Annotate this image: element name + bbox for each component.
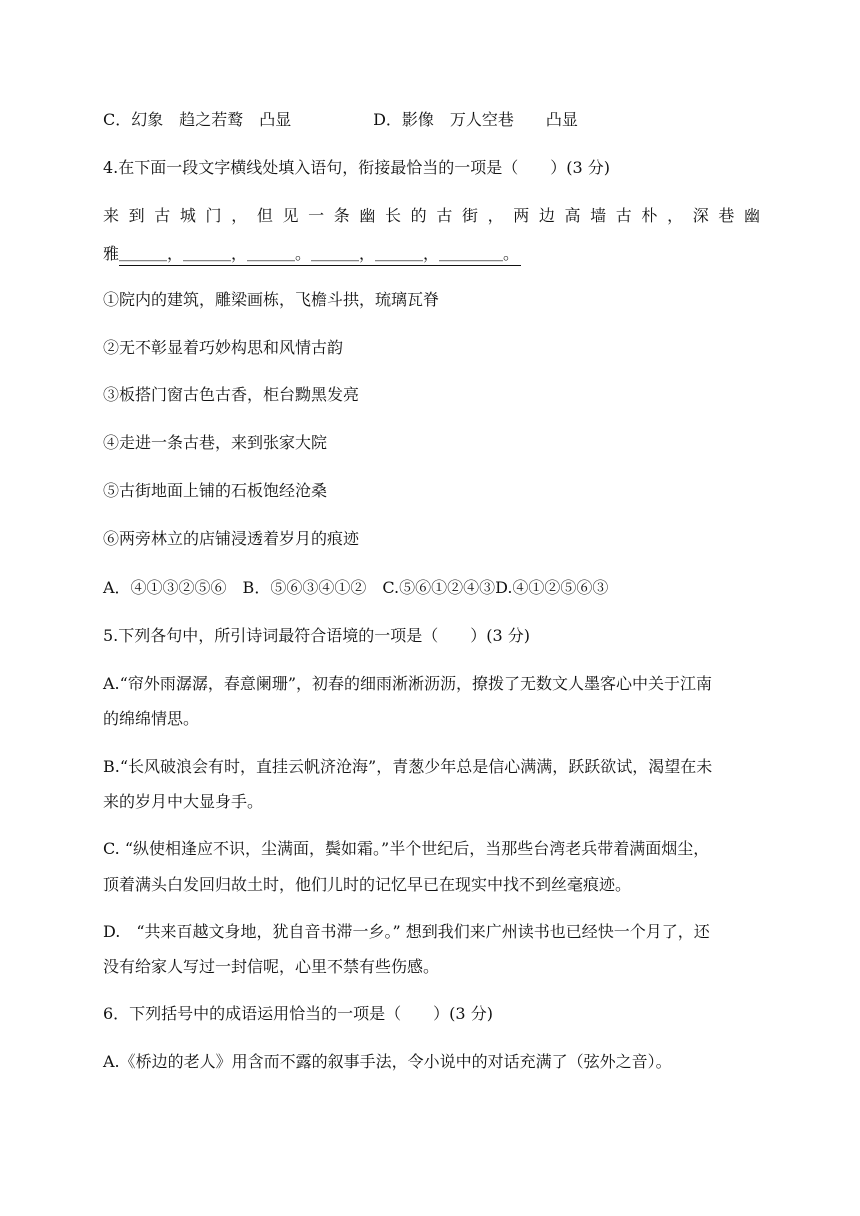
q5-option-c-line-2: 顶着满头白发回归故土时，他们儿时的记忆早已在现实中找不到丝毫痕迹。 bbox=[103, 875, 632, 894]
q4-fill-blanks: ＿＿＿，＿＿＿，＿＿＿。＿＿＿，＿＿＿，＿＿＿＿。 bbox=[119, 243, 521, 266]
q5-option-d-line-2: 没有给家人写过一封信呢，心里不禁有些伤感。 bbox=[103, 957, 440, 976]
question-4-title: 4.在下面一段文字横线处填入语句，衔接最恰当的一项是（ ）(3 分) bbox=[103, 158, 611, 177]
q4-answer-options: A．④①③②⑤⑥ B．⑤⑥③④①② C.⑤⑥①②④③D.④①②⑤⑥③ bbox=[103, 578, 609, 597]
q3-options-cd bbox=[103, 109, 760, 131]
q5-option-b-line-1: B.“长风破浪会有时，直挂云帆济沧海”，青葱少年总是信心满满，跃跃欲试，渴望在未 bbox=[103, 757, 713, 776]
q4-item-3: ③板搭门窗古色古香，柜台黝黑发亮 bbox=[103, 385, 360, 404]
q4-item-1: ①院内的建筑，雕梁画栋，飞檐斗拱，琉璃瓦脊 bbox=[103, 290, 440, 309]
q5-option-a-line-1: A.“帘外雨潺潺，春意阑珊”，初春的细雨淅淅沥沥，撩拨了无数文人墨客心中关于江南 bbox=[103, 674, 713, 693]
q5-option-d-line-1: D. “共来百越文身地，犹自音书滞一乡。” 想到我们来广州读书也已经快一个月了，还 bbox=[103, 922, 710, 941]
q4-item-4: ④走进一条古巷，来到张家大院 bbox=[103, 433, 328, 452]
option-c: C．幻象 趋之若鹜 凸显 bbox=[103, 110, 292, 129]
q4-item-5: ⑤古街地面上铺的石板饱经沧桑 bbox=[103, 481, 328, 500]
question-6-title: 6．下列括号中的成语运用恰当的一项是（ ）(3 分) bbox=[103, 1004, 493, 1023]
q4-passage-line-1: 来 到 古 城 门 ， 但 见 一 条 幽 长 的 古 街 ， 两 边 高 墙 古 朴 ， 深 巷 幽 bbox=[103, 206, 760, 225]
q4-passage-start: 雅 bbox=[103, 244, 120, 263]
q5-option-b-line-2: 来的岁月中大显身手。 bbox=[103, 792, 264, 811]
q4-passage-line-2 bbox=[103, 243, 760, 266]
q5-option-c-line-1: C. “纵使相逢应不识，尘满面，鬓如霜。”半个世纪后，当那些台湾老兵带着满面烟尘， bbox=[103, 839, 710, 858]
q6-option-a: A.《桥边的老人》用含而不露的叙事手法，令小说中的对话充满了（弦外之音）。 bbox=[103, 1052, 672, 1071]
option-d: D．影像 万人空巷 凸显 bbox=[373, 110, 578, 129]
q4-item-2: ②无不彰显着巧妙构思和风情古韵 bbox=[103, 338, 344, 357]
q5-option-a-line-2: 的绵绵情思。 bbox=[103, 709, 200, 728]
q4-item-6: ⑥两旁林立的店铺浸透着岁月的痕迹 bbox=[103, 529, 360, 548]
question-5-title: 5.下列各句中，所引诗词最符合语境的一项是（ ）(3 分) bbox=[103, 626, 531, 645]
